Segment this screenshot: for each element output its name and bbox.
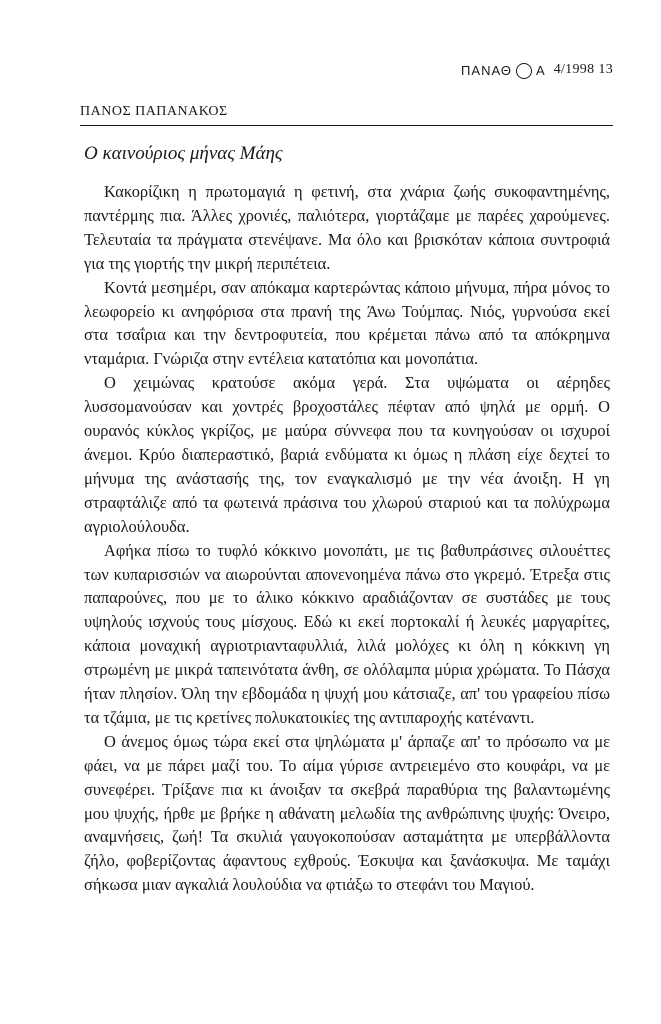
journal-logo-icon: [516, 63, 532, 79]
journal-name: ΠΑΝΑΘ: [461, 62, 513, 78]
paragraph: Κακορίζικη η πρωτομαγιά η φετινή, στα χνάρια ζωής συκοφαντημένης, παντέρμης πια. Άλλες χρονιές, παλιότερα, γιορτάζαμε με παρέες χαρούμενες. Τελευταία τα πράγματα στενέψανε. Μα όλο και βρισκόταν κάποια συντροφιά για της γιορτής την μικρή περιπέτεια.: [84, 182, 610, 273]
paragraph: Κοντά μεσημέρι, σαν απόκαμα καρτερώντας κάποιο μήνυμα, πήρα μόνος το λεωφορείο κι ανηφόρισα στα πρανή της Άνω Τούμπας. Νιός, γυρνούσα εκεί στα τσαΐρια και την δεντροφυτεία, που κρέμεται πάνω από τα απόκρημνα νταμάρια. Γνώριζα στην εντέλεια κατατόπια και μονοπάτια.: [84, 277, 610, 369]
paragraph: Ο άνεμος όμως τώρα εκεί στα ψηλώματα μ' άρπαζε απ' το πρόσωπο να με φάει, να με πάρει μαζί του. Το αίμα γύρισε αντρειεμένο στο κουφάρι, να με συνεφέρει. Τρίξανε πια κι άνοιξαν τα σκεβρά παραθύρια της βαλαντωμένης μου ψυχής, ήρθε με βρήκε η αθάνατη μελωδία της ανθρώπινης ψυχής: Όνειρο, αναμνήσεις, ζωή! Τα σκυλιά γαυγοκοπούσαν ασταμάτητα με υπερβάλλοντα ζήλο, φοβερίζοντας άφαντους εχθρούς. Έσκυψα και ξανάσκυψα. Με ταμάχι σήκωσα μιαν αγκαλιά λουλούδια να φτιάξω το στεφάνι του Μαγιού.: [84, 731, 610, 895]
running-header: [461, 62, 613, 78]
page-number: 13: [598, 62, 613, 77]
paragraph: Ο χειμώνας κρατούσε ακόμα γερά. Στα υψώματα οι αέρηδες λυσσομανούσαν και χοντρές βροχοστάλες πέφταν από ψηλά με ορμή. Ο ουρανός κύκλος γκρίζος, με μαύρα σύννεφα που τα κυνηγούσαν οι ισχυροί άνεμοι. Κρύο διαπεραστικό, βαριά ενδύματα κι όμως η πλάση είχε δεχτεί το μήνυμα της ανάστασής της, τον εναγκαλισμό με την νέα άνοιξη. Η γη στραφτάλιζε από τα φωτεινά πράσινα του χλωρού σταριού και τα πολύχρωμα αγριολούλουδα.: [84, 373, 610, 536]
article-body: [84, 180, 610, 897]
journal-name-tail: Α: [536, 62, 546, 78]
issue-number: 4/1998: [553, 62, 595, 77]
paragraph: Αφήκα πίσω το τυφλό κόκκινο μονοπάτι, με τις βαθυπράσινες σιλουέττες των κυπαρισσιών να αιωρούνται απονενοημένα πάνω στο γκρεμό. Έτρεξα στις παπαρούνες, που με το άλικο κόκκινο αραδιάζονταν σε συστάδες με τους υψηλούς ισχνούς τους μίσχους. Εδώ κι εκεί πορτοκαλί ή λευκές μαργαρίτες, κάποια μοναχική αγριοτριανταφυλλιά, λιλά μολόχες κι όλη η κόκκινη γη στρωμένη με μικρά ταπεινότατα άνθη, σε ολόλαμπα μύρια χρώματα. Το Πάσχα ήταν πλησίον. Όλη την εβδομάδα η ψυχή μου κάτσιαζε, απ' του γραφείου πίσω τα τζάμια, με τις κρετίνες πολυκατοικίες της αντιπαροχής κατέναντι.: [84, 540, 610, 727]
author-name: ΠΑΝΟΣ ΠΑΠΑΝΑΚΟΣ: [80, 104, 613, 126]
article-title: Ο καινούριος μήνας Μάης: [84, 143, 283, 164]
